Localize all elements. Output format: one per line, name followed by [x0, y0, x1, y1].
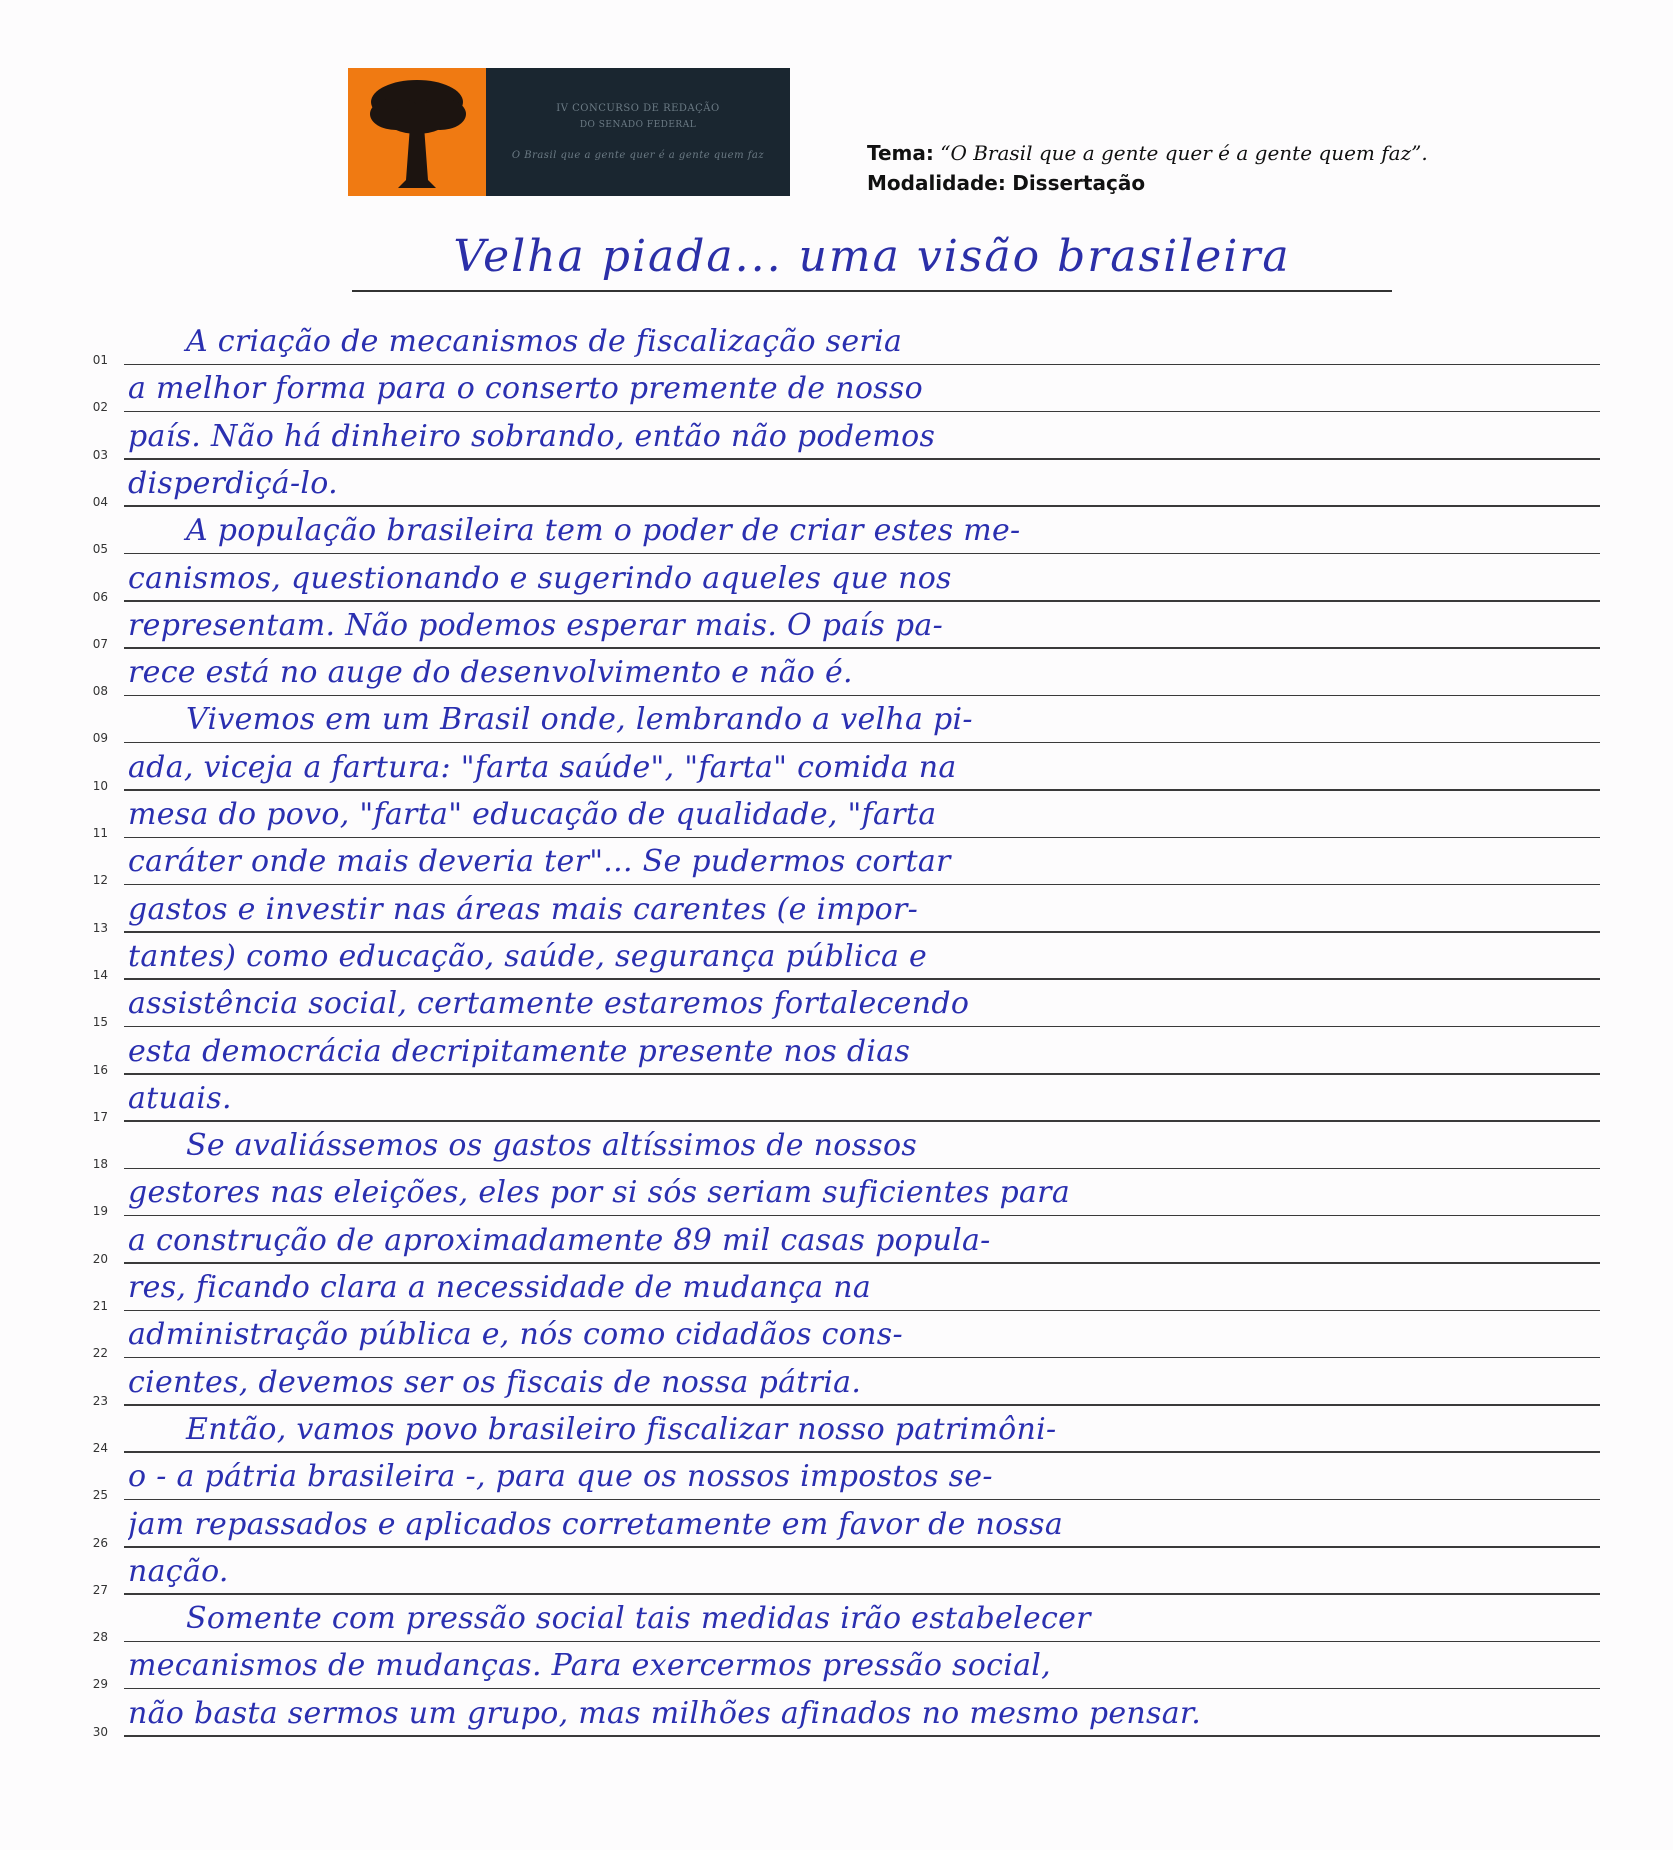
line-number: 17 — [92, 1109, 108, 1124]
essay-line — [0, 460, 1600, 507]
essay-line — [0, 555, 1600, 602]
essay-title: Velha piada... uma visão brasileira — [453, 231, 1291, 282]
tree-logo-icon — [348, 68, 486, 196]
essay-line — [0, 507, 1600, 557]
essay-line — [0, 1548, 1600, 1595]
essay-line — [0, 886, 1600, 933]
handwritten-text: gastos e investir nas áreas mais carentes (e impor- — [128, 891, 919, 927]
banner-line-1: IV CONCURSO DE REDAÇÃO — [556, 103, 720, 114]
line-number: 27 — [92, 1582, 108, 1597]
line-number: 16 — [92, 1062, 108, 1077]
handwritten-text: A população brasileira tem o poder de criar estes me- — [186, 513, 1021, 549]
handwritten-text: rece está no auge do desenvolvimento e não é. — [128, 655, 853, 691]
handwritten-text: tantes) como educação, saúde, segurança pública e — [128, 938, 928, 974]
handwritten-text: a melhor forma para o conserto premente de nosso — [128, 371, 923, 407]
essay-line — [0, 1075, 1600, 1122]
line-number: 12 — [92, 873, 108, 888]
handwritten-text: gestores nas eleições, eles por si sós seriam suficientes para — [128, 1175, 1071, 1211]
line-number: 26 — [92, 1535, 108, 1550]
handwritten-text: atuais. — [128, 1080, 232, 1116]
line-number: 28 — [92, 1630, 108, 1645]
handwritten-text: disperdiçá-lo. — [128, 465, 338, 501]
line-number: 29 — [92, 1677, 108, 1692]
tema-label: Tema: — [867, 141, 934, 165]
handwritten-text: canismos, questionando e sugerindo aqueles que nos — [128, 560, 952, 596]
handwritten-text: assistência social, certamente estaremos fortalecendo — [128, 986, 970, 1022]
ruled-line — [124, 1735, 1600, 1737]
essay-line — [0, 933, 1600, 980]
modalidade-value: Dissertação — [1012, 171, 1146, 195]
essay-line — [0, 1311, 1600, 1361]
line-number: 03 — [92, 447, 108, 462]
essay-line — [0, 1264, 1600, 1311]
essay-line — [0, 602, 1600, 649]
line-number: 09 — [92, 731, 108, 746]
essay-line — [0, 365, 1600, 415]
handwritten-text: ada, viceja a fartura: "farta saúde", "farta" comida na — [128, 749, 957, 785]
essay-line — [0, 980, 1600, 1030]
handwritten-text: o - a pátria brasileira -, para que os nossos impostos se- — [128, 1459, 993, 1495]
tema-value: “O Brasil que a gente quer é a gente quem faz”. — [940, 141, 1428, 165]
essay-line — [0, 1217, 1600, 1264]
essay-line — [0, 1406, 1600, 1453]
essay-line — [0, 318, 1600, 365]
modalidade-row — [867, 168, 1428, 198]
essay-line — [0, 1595, 1600, 1645]
handwritten-text: representam. Não podemos esperar mais. O país pa- — [128, 607, 944, 643]
handwritten-text: mecanismos de mudanças. Para exercermos pressão social, — [128, 1648, 1052, 1684]
essay-line — [0, 1359, 1600, 1406]
line-number: 06 — [92, 589, 108, 604]
handwritten-text: jam repassados e aplicados corretamente em favor de nossa — [128, 1506, 1064, 1542]
essay-line — [0, 744, 1600, 791]
line-number: 18 — [92, 1157, 108, 1172]
essay-line — [0, 838, 1600, 888]
handwritten-text: não basta sermos um grupo, mas milhões afinados no mesmo pensar. — [128, 1695, 1202, 1731]
handwritten-text: administração pública e, nós como cidadãos cons- — [128, 1317, 903, 1353]
line-number: 10 — [92, 778, 108, 793]
essay-line — [0, 649, 1600, 699]
line-number: 04 — [92, 494, 108, 509]
line-number: 05 — [92, 542, 108, 557]
essay-line — [0, 1028, 1600, 1075]
line-number: 22 — [92, 1346, 108, 1361]
essay-line — [0, 1169, 1600, 1219]
essay-line — [0, 1690, 1600, 1737]
line-number: 14 — [92, 967, 108, 982]
handwritten-text: esta democrácia decripitamente presente nos dias — [128, 1033, 911, 1069]
line-number: 24 — [92, 1440, 108, 1455]
handwritten-text: Se avaliássemos os gastos altíssimos de nossos — [186, 1128, 918, 1164]
handwritten-text: Vivemos em um Brasil onde, lembrando a velha pi- — [186, 702, 973, 738]
handwritten-text: país. Não há dinheiro sobrando, então não podemos — [128, 418, 936, 454]
banner-text — [486, 68, 790, 196]
handwritten-text: cientes, devemos ser os fiscais de nossa pátria. — [128, 1364, 862, 1400]
banner-line-2: DO SENADO FEDERAL — [579, 120, 697, 130]
essay-line — [0, 1453, 1600, 1503]
essay-line — [0, 696, 1600, 746]
essay-title-block — [352, 224, 1392, 292]
handwritten-text: res, ficando clara a necessidade de mudança na — [128, 1270, 872, 1305]
essay-meta — [867, 138, 1428, 198]
handwritten-text: Então, vamos povo brasileiro fiscalizar nosso patrimôni- — [186, 1411, 1057, 1447]
contest-banner — [348, 68, 790, 196]
title-underline — [352, 290, 1392, 292]
line-number: 02 — [92, 400, 108, 415]
line-number: 21 — [92, 1299, 108, 1313]
handwritten-text: Somente com pressão social tais medidas irão estabelecer — [186, 1601, 1091, 1637]
handwritten-text: caráter onde mais deveria ter"... Se pudermos cortar — [128, 844, 951, 880]
line-number: 15 — [92, 1015, 108, 1030]
handwritten-text: mesa do povo, "farta" educação de qualidade, "farta — [128, 797, 937, 832]
tema-row — [867, 138, 1428, 168]
handwritten-text: a construção de aproximadamente 89 mil casas popula- — [128, 1222, 991, 1258]
essay-line — [0, 413, 1600, 460]
line-number: 08 — [92, 684, 108, 699]
essay-line — [0, 1642, 1600, 1692]
essay-line — [0, 791, 1600, 838]
line-number: 01 — [92, 353, 108, 367]
line-number: 25 — [92, 1488, 108, 1503]
line-number: 30 — [92, 1724, 108, 1739]
essay-line — [0, 1501, 1600, 1548]
handwritten-text: A criação de mecanismos de fiscalização seria — [186, 324, 903, 359]
line-number: 23 — [92, 1393, 108, 1408]
line-number: 07 — [92, 636, 108, 651]
modalidade-label: Modalidade: — [867, 171, 1006, 195]
line-number: 19 — [92, 1204, 108, 1219]
line-number: 11 — [92, 826, 108, 840]
banner-slogan: O Brasil que a gente quer é a gente quem faz — [511, 150, 765, 161]
handwritten-text: nação. — [128, 1553, 229, 1589]
line-number: 13 — [92, 920, 108, 935]
line-number: 20 — [92, 1251, 108, 1266]
essay-line — [0, 1122, 1600, 1172]
